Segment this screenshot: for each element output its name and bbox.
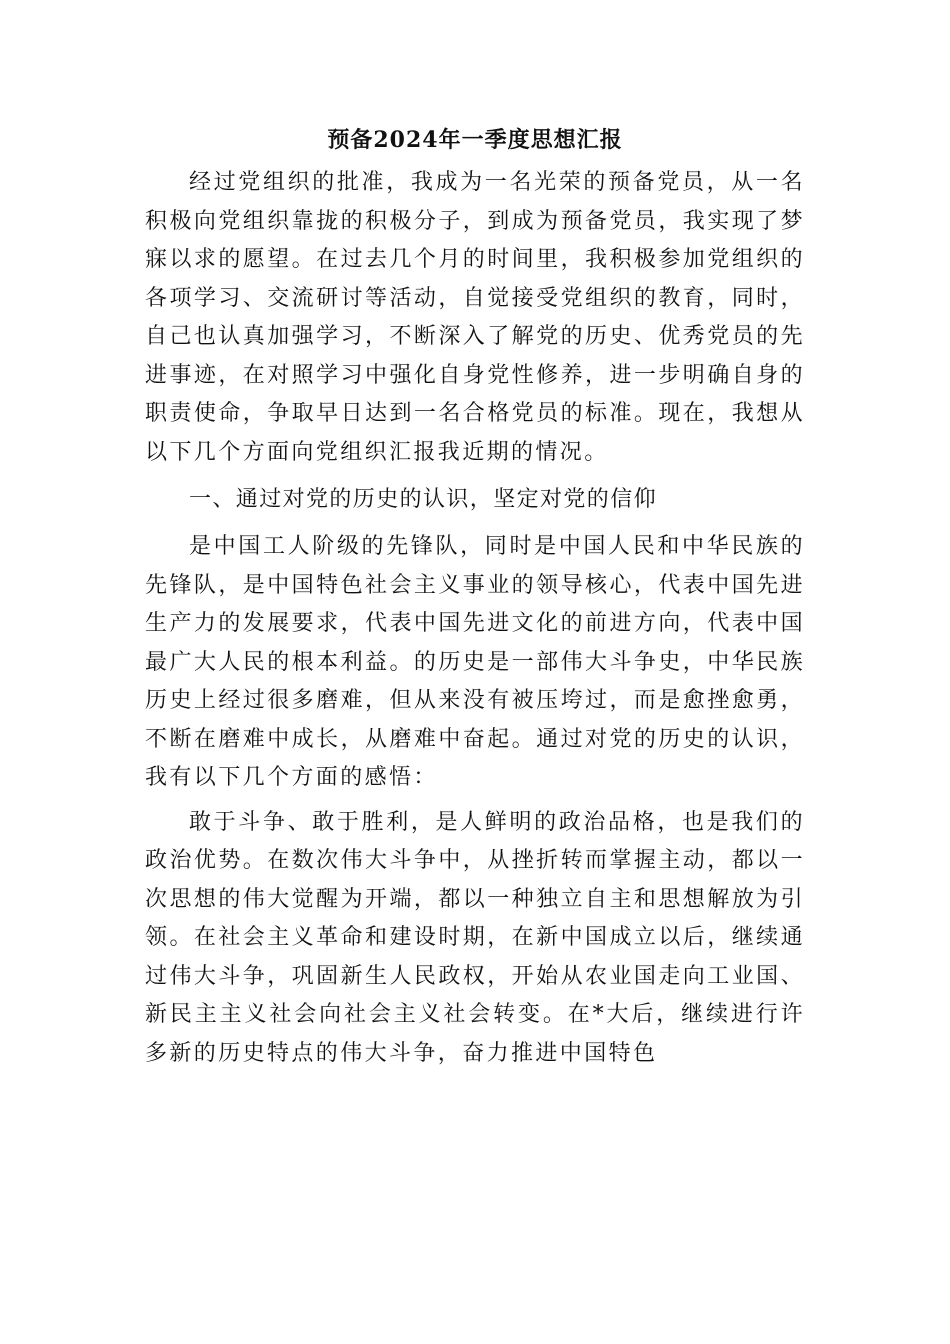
body-paragraph: 敢于斗争、敢于胜利，是人鲜明的政治品格，也是我们的政治优势。在数次伟大斗争中，从挫折转而掌握主动，都以一次思想的伟大觉醒为开端，都以一种独立自主和思想解放为引领。在社会主义革命和建设时期，在新中国成立以后，继续通过伟大斗争，巩固新生人民政权，开始从农业国走向工业国、新民主主义社会向社会主义社会转变。在*大后，继续进行许多新的历史特点的伟大斗争，奋力推进中国特色 (145, 809, 805, 1066)
document-body (145, 118, 805, 1073)
body-paragraph: 是中国工人阶级的先锋队，同时是中国人民和中华民族的先锋队，是中国特色社会主义事业的领导核心，代表中国先进生产力的发展要求，代表中国先进文化的前进方向，代表中国最广大人民的根本利益。的历史是一部伟大斗争史，中华民族历史上经过很多磨难，但从来没有被压垮过，而是愈挫愈勇，不断在磨难中成长，从磨难中奋起。通过对党的历史的认识，我有以下几个方面的感悟： (145, 534, 805, 790)
intro-paragraph: 经过党组织的批准，我成为一名光荣的预备党员，从一名积极向党组织靠拢的积极分子，到成为预备党员，我实现了梦寐以求的愿望。在过去几个月的时间里，我积极参加党组织的各项学习、交流研讨等活动，自觉接受党组织的教育，同时，自己也认真加强学习，不断深入了解党的历史、优秀党员的先进事迹，在对照学习中强化自身党性修养，进一步明确自身的职责使命，争取早日达到一名合格党员的标准。现在，我想从以下几个方面向党组织汇报我近期的情况。 (145, 170, 805, 465)
section-heading: 一、通过对党的历史的认识，坚定对党的信仰 (189, 487, 658, 512)
document-title: 预备2024年一季度思想汇报 (327, 127, 623, 153)
